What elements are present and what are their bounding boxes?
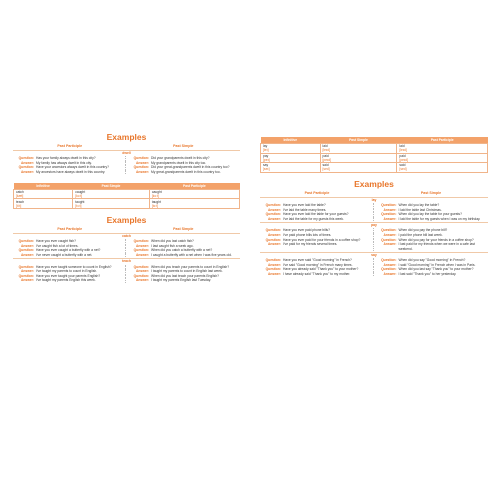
example-sentence: Have your ancestors always dwelt in this country? [36, 165, 109, 170]
verb-form: caught [151, 189, 162, 194]
example-label: Question: [18, 264, 34, 269]
example-label: Answer: [267, 262, 281, 267]
verb-heading-lay: lay [260, 197, 488, 203]
table-row [14, 189, 240, 199]
table-cell [397, 163, 488, 173]
verb-heading-say: say [260, 252, 488, 258]
example-sentence: Have you ever caught a butterfly with a net? [36, 248, 101, 253]
example-label: Question: [133, 156, 149, 161]
example-label: Question: [265, 237, 281, 242]
example-rows-teach [13, 265, 240, 283]
verb-form: pay [263, 153, 269, 158]
past-participle-cell [13, 170, 125, 174]
example-row [260, 242, 488, 251]
example-sentence: I last said "Thank you" to her yesterday. [398, 271, 457, 276]
example-sentence: My ancestors have always dwelt in this country. [36, 170, 106, 175]
pronunciation: [kɔ:t] [151, 193, 159, 198]
pronunciation: [tɔ:t] [75, 203, 82, 208]
example-sentence: I last caught fish a week ago. [151, 243, 194, 248]
example-sentence: When did you catch a butterfly with a net? [151, 248, 213, 253]
table-cell [320, 153, 397, 163]
example-sentence: I've laid the table for my guests this week. [283, 216, 344, 221]
pronunciation: [kɔ:t] [75, 193, 83, 198]
past-simple-cell [125, 278, 240, 282]
example-sentence: I've never caught a butterfly with a net. [36, 252, 93, 257]
example-label: Question: [381, 237, 397, 242]
example-label: Answer: [135, 160, 149, 165]
pronunciation: [ti:t] [16, 203, 22, 208]
verb-form: paid [322, 153, 329, 158]
example-label: Question: [133, 165, 149, 170]
example-sentence: When did you last teach your parents English? [151, 273, 219, 278]
example-label: Answer: [383, 216, 397, 221]
table-cell [73, 199, 150, 209]
example-sentence: I taught my parents English last Tuesday. [151, 278, 212, 283]
example-sentence: I caught a butterfly with a net when I was five years old. [151, 252, 232, 257]
table-header: Past Simple [320, 137, 397, 144]
right-page [260, 137, 488, 277]
pronunciation: [sed] [399, 167, 407, 172]
pronunciation: [leɪd] [399, 148, 407, 153]
example-label: Answer: [135, 252, 149, 257]
example-sentence: Have you ever taught your parents English? [36, 273, 101, 278]
example-sentence: I taught my parents to count in English last week. [151, 269, 223, 274]
verb-forms-table-catch-teach [13, 183, 240, 209]
col-past-participle: Past Participle [57, 144, 83, 148]
example-label: Answer: [383, 242, 397, 247]
past-simple-cell [373, 242, 489, 251]
table-cell [397, 153, 488, 163]
example-label: Question: [381, 212, 397, 217]
example-sentence: When did you lay the table for your guests? [398, 212, 462, 217]
example-sentence: I've said "Good morning" in French many times. [283, 262, 353, 267]
example-label: Answer: [267, 233, 281, 238]
verb-form: said [399, 163, 406, 168]
example-label: Answer: [267, 242, 281, 247]
example-sentence: Have you ever laid the table for your guests? [283, 212, 349, 217]
example-sentence: Have you ever paid for your friends in a coffee shop? [283, 237, 361, 242]
example-sentence: I've taught my parents English this week. [36, 278, 96, 283]
example-label: Question: [265, 267, 281, 272]
pronunciation: [tɔ:t] [151, 203, 159, 208]
table-cell [149, 189, 239, 199]
example-label: Answer: [20, 160, 34, 165]
table-cell [14, 199, 73, 209]
example-label: Answer: [135, 269, 149, 274]
example-label: Answer: [20, 252, 34, 257]
example-sentence: I've caught fish a lot of times. [36, 243, 79, 248]
example-sentence: Has your family always dwelt in this city? [36, 156, 96, 161]
pronunciation: [leɪ] [263, 148, 269, 153]
example-label: Answer: [20, 269, 34, 274]
past-participle-cell [13, 278, 125, 282]
example-label: Question: [381, 228, 397, 233]
example-label: Question: [133, 273, 149, 278]
table-header: Infinitive [14, 183, 73, 190]
col-past-simple: Past Simple [420, 190, 442, 195]
past-participle-cell [260, 272, 373, 276]
example-label: Question: [133, 264, 149, 269]
column-headers [260, 190, 488, 196]
pronunciation: [kæt] [16, 193, 24, 198]
pronunciation: [seɪ] [263, 167, 270, 172]
example-sentence: I've paid phone bills lots of times. [283, 233, 332, 238]
example-label: Question: [133, 239, 149, 244]
example-sentence: Have you ever laid the table? [283, 203, 326, 208]
example-row [260, 272, 488, 276]
example-sentence: Have you ever taught someone to count in English? [36, 264, 112, 269]
example-label: Answer: [267, 207, 281, 212]
example-row [13, 170, 240, 174]
example-label: Question: [18, 239, 34, 244]
example-sentence: When did you say "Good morning" in French? [398, 258, 466, 263]
examples-title-lay-pay-say: Examples [354, 178, 394, 189]
example-sentence: My grandparents dwelt in this city too. [151, 160, 207, 165]
example-sentence: I paid the phone bill last week. [398, 233, 443, 238]
table-cell [261, 153, 321, 163]
table-row [261, 144, 488, 154]
past-simple-cell [125, 253, 240, 257]
example-label: Answer: [383, 271, 397, 276]
table-cell [261, 163, 321, 173]
example-sentence: Have you ever said "Good morning" in French? [283, 258, 352, 263]
example-rows-catch [13, 239, 240, 257]
table-row [261, 153, 488, 163]
verb-heading-dwell: dwell [13, 150, 240, 156]
pronunciation: [peɪ] [263, 157, 270, 162]
past-simple-cell [373, 217, 489, 221]
example-sentence: Have you ever caught fish? [36, 239, 76, 244]
table-row [14, 199, 240, 209]
example-label: Question: [265, 228, 281, 233]
examples-title-catch-teach: Examples [106, 214, 147, 225]
example-label: Question: [18, 156, 34, 161]
example-label: Question: [133, 248, 149, 253]
example-label: Question: [265, 212, 281, 217]
example-sentence: I've laid the table many times. [283, 207, 327, 212]
table-row [261, 163, 488, 173]
example-label: Question: [265, 203, 281, 208]
example-label: Question: [18, 273, 34, 278]
example-sentence: I laid the table last Christmas. [398, 207, 442, 212]
table-header: Past Participle [149, 183, 239, 190]
example-sentence: Did your grandparents dwelt in this city? [151, 156, 210, 161]
example-sentence: I said "Good morning" in French when I was in Paris. [398, 262, 476, 267]
table-cell [320, 163, 397, 173]
example-sentence: When did you last catch fish? [151, 239, 194, 244]
verb-form: say [263, 163, 269, 168]
verb-form: catch [16, 189, 24, 194]
example-sentence: When did you pay the phone bill? [398, 228, 448, 233]
verb-form: caught [75, 189, 86, 194]
table-header: Past Participle [397, 137, 488, 144]
example-rows-pay [260, 228, 488, 250]
table-cell [261, 144, 321, 154]
table-header: Past Simple [73, 183, 150, 190]
example-sentence: When did you last say "Thank you" to your mother? [398, 267, 474, 272]
example-label: Answer: [135, 243, 149, 248]
examples-title-dwell: Examples [106, 132, 147, 142]
example-sentence: My family has always dwelt in this city. [36, 160, 92, 165]
column-headers [13, 143, 240, 149]
example-row [13, 253, 240, 257]
column-headers [13, 226, 240, 232]
pronunciation: [peɪd] [322, 157, 332, 162]
example-label: Question: [381, 267, 397, 272]
example-label: Answer: [267, 216, 281, 221]
example-label: Question: [18, 248, 34, 253]
example-sentence: I last paid for my friends when we were in a cafe last weekend. [398, 242, 475, 251]
example-label: Question: [381, 258, 397, 263]
example-label: Answer: [383, 207, 397, 212]
example-sentence: Did your great-grandparents dwelt in this country too? [151, 165, 230, 170]
past-participle-cell [260, 242, 373, 251]
past-simple-cell [373, 272, 489, 276]
left-page [13, 132, 240, 283]
verb-form: laid [399, 144, 405, 149]
example-row [13, 278, 240, 282]
verb-form: said [322, 163, 329, 168]
col-past-participle: Past Participle [57, 226, 83, 231]
example-label: Answer: [383, 262, 397, 267]
verb-form: taught [151, 199, 161, 204]
example-sentence: Have you ever paid phone bills? [283, 228, 330, 233]
table-cell [397, 144, 488, 154]
example-sentence: I laid the table for my guests when I was on my birthday. [398, 216, 481, 221]
example-sentence: I've taught my parents to count in English. [36, 269, 98, 274]
example-rows-dwell [13, 156, 240, 174]
pronunciation: [sed] [322, 167, 330, 172]
example-sentence: When did you lay the table? [398, 203, 440, 208]
table-cell [14, 189, 73, 199]
col-past-simple: Past Simple [173, 144, 194, 148]
example-label: Answer: [20, 278, 34, 283]
past-participle-cell [13, 253, 125, 257]
example-sentence: When did you pay for your friends in a coffee shop? [398, 237, 474, 242]
example-label: Question: [265, 258, 281, 263]
verb-form: laid [322, 144, 328, 149]
table-cell [73, 189, 150, 199]
example-label: Answer: [267, 271, 281, 276]
past-participle-cell [260, 217, 373, 221]
example-row [260, 217, 488, 221]
col-past-simple: Past Simple [173, 226, 194, 231]
verb-forms-table-lay-pay-say [260, 137, 488, 173]
example-label: Question: [18, 165, 34, 170]
verb-heading-pay: pay [260, 222, 488, 228]
verb-form: paid [399, 153, 406, 158]
example-sentence: I've paid for my friends several times. [283, 242, 338, 247]
example-rows-say [260, 258, 488, 276]
pronunciation: [peɪd] [399, 157, 408, 162]
past-simple-cell [125, 170, 240, 174]
example-sentence: Have you already said "Thank you" to your mother? [283, 267, 359, 272]
verb-heading-teach: teach [13, 258, 240, 264]
example-sentence: When did you teach your parents to count in English? [151, 264, 230, 269]
example-label: Answer: [20, 243, 34, 248]
verb-form: lay [263, 144, 268, 149]
table-cell [320, 144, 397, 154]
table-cell [149, 199, 239, 209]
example-rows-lay [260, 203, 488, 221]
pronunciation: [leɪd] [322, 148, 330, 153]
example-sentence: My great-grandparents dwelt in this country too. [151, 170, 221, 175]
example-label: Answer: [135, 278, 149, 283]
verb-form: teach [16, 199, 25, 204]
table-header: Infinitive [261, 137, 321, 144]
example-label: Answer: [20, 170, 34, 175]
example-label: Answer: [135, 170, 149, 175]
example-sentence: I have already said "Thank you" to my mother. [283, 271, 351, 276]
verb-form: taught [75, 199, 85, 204]
example-label: Answer: [383, 233, 397, 238]
example-label: Question: [381, 203, 397, 208]
verb-heading-catch: catch [13, 233, 240, 239]
col-past-participle: Past Participle [304, 190, 330, 195]
